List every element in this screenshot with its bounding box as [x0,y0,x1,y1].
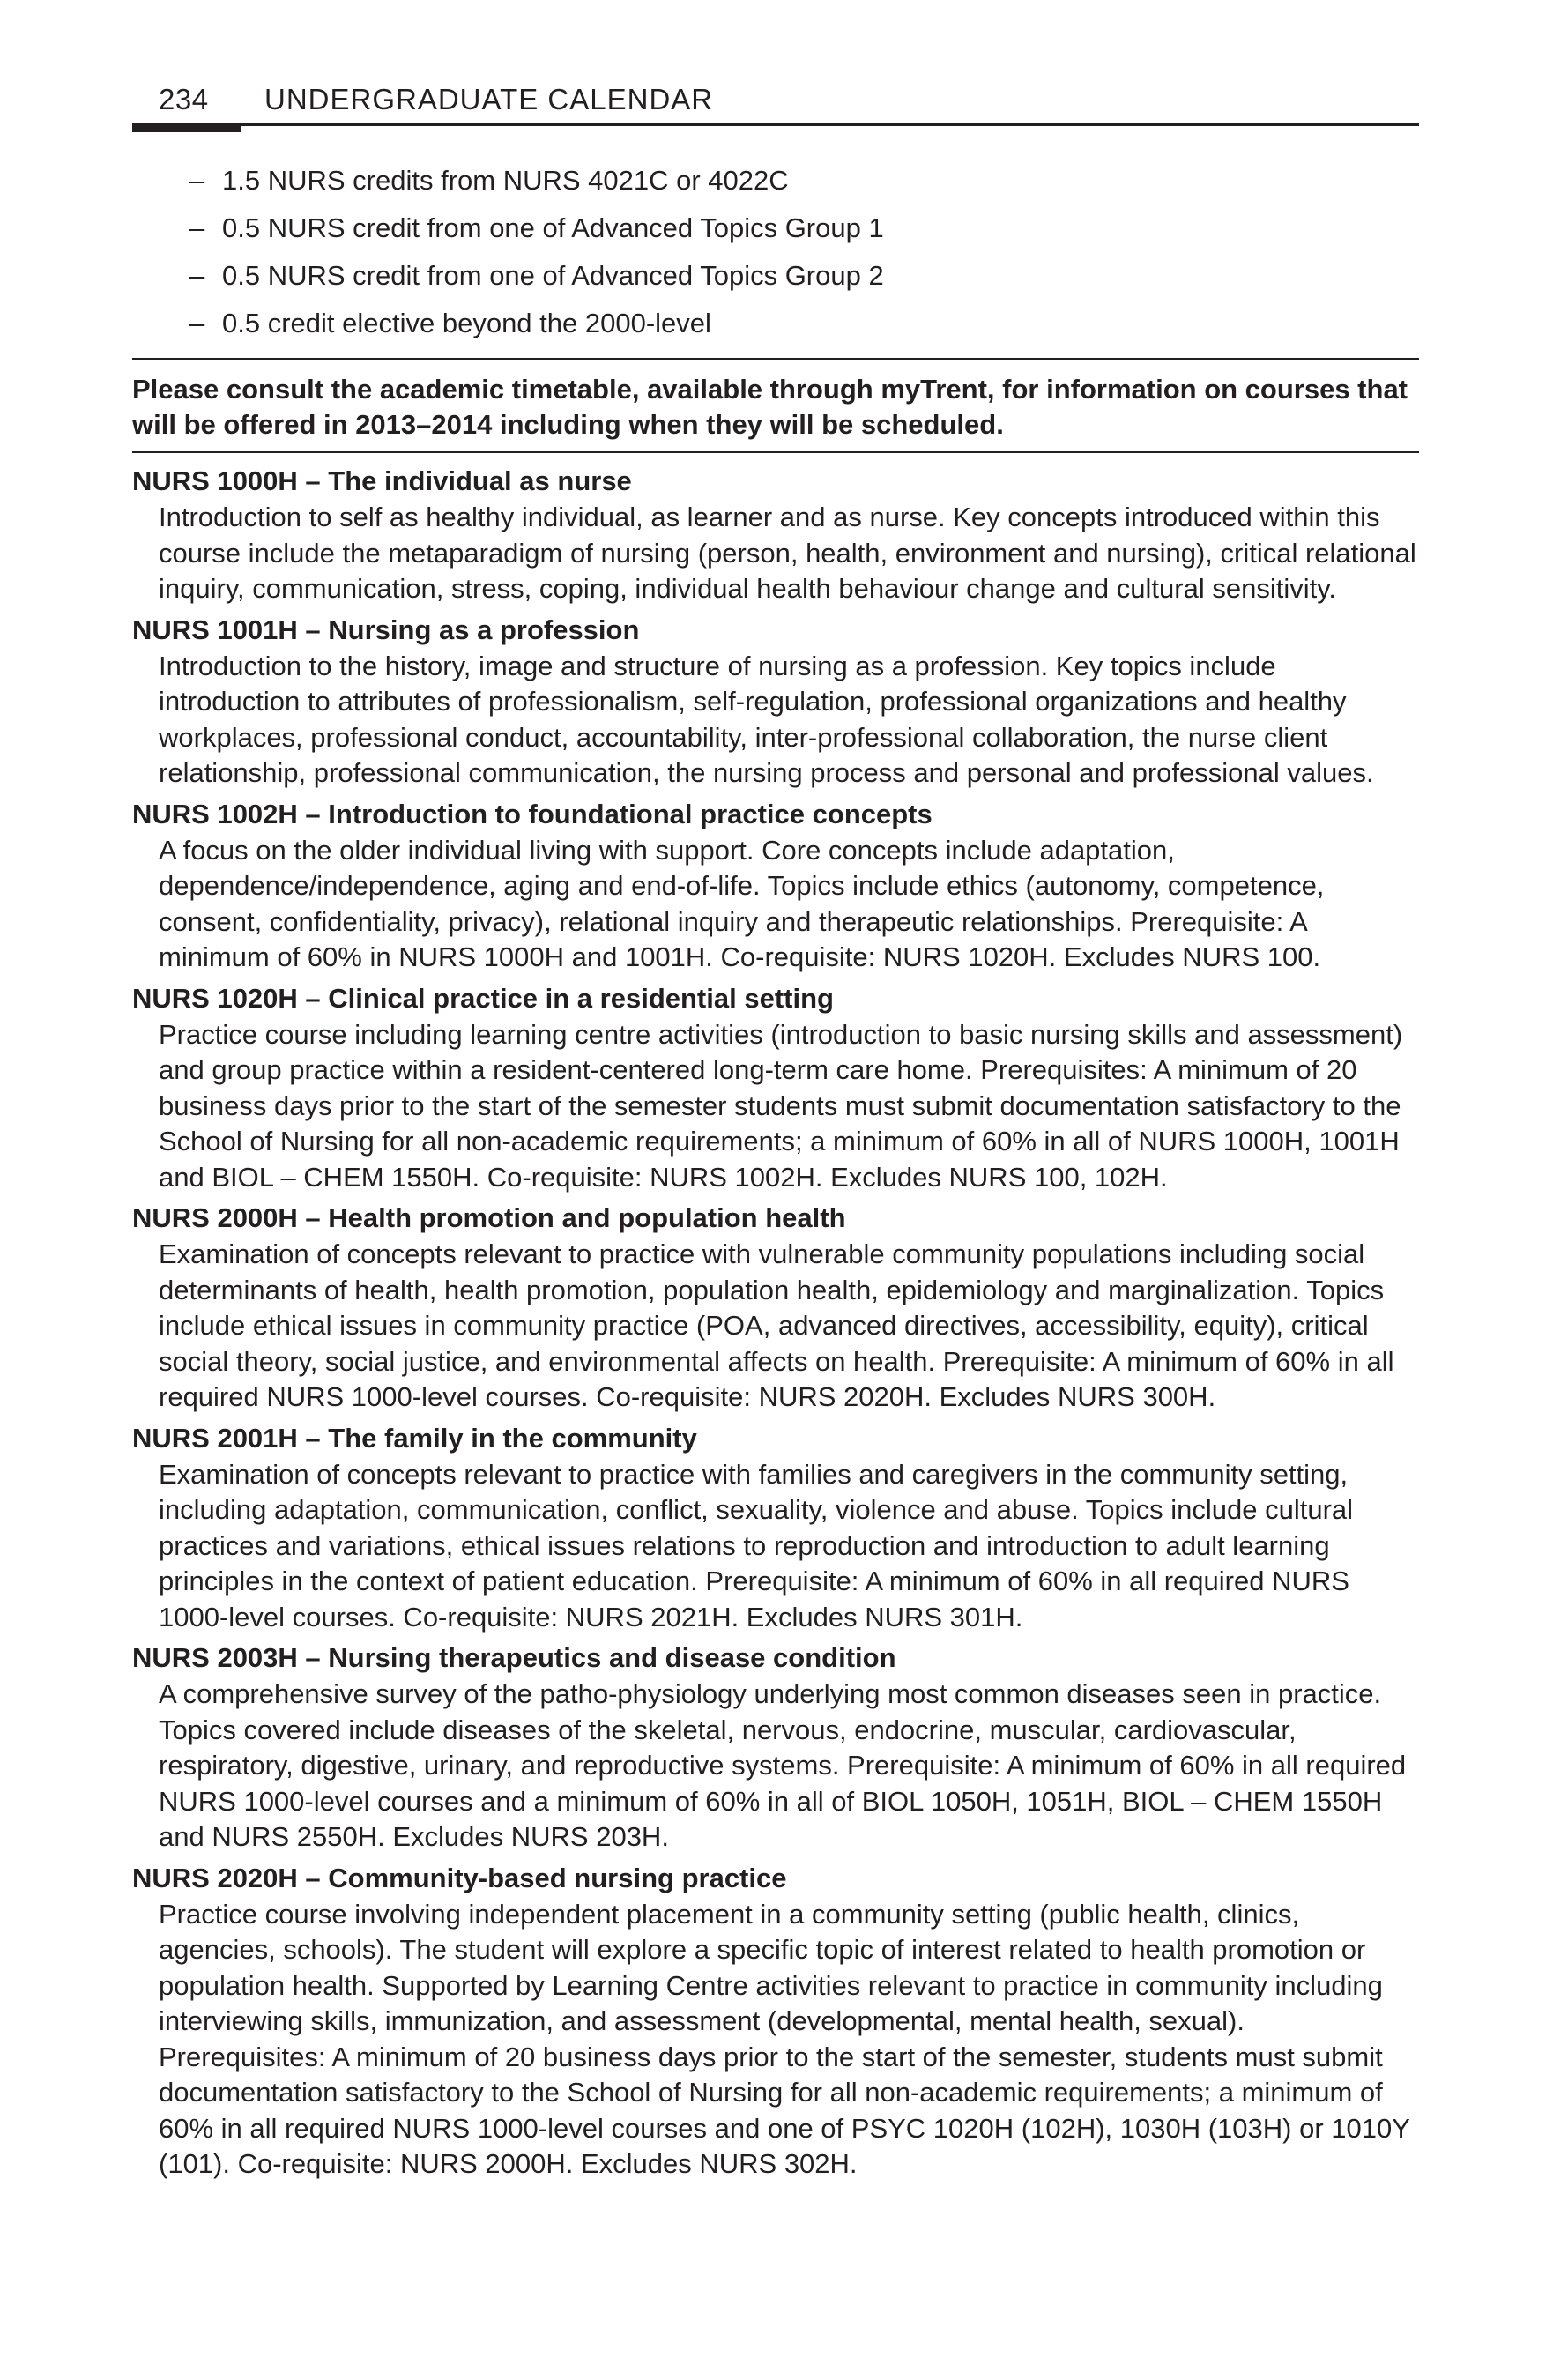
calendar-title: UNDERGRADUATE CALENDAR [264,83,714,115]
page-header [132,81,1419,134]
list-item [132,252,1419,300]
course-entry [132,613,1419,792]
list-item-text: 0.5 credit elective beyond the 2000-level [222,308,711,338]
course-description: Practice course involving independent placement in a community setting (public health, clinics, agencies, schools). The student will explore a specific topic of interest related to health promotion or population health. Supported by Learning Centre activities relevant to practice in community including interviewing skills, immunization, and assessment (developmental, mental health, sexual). Prerequisites: A minimum of 20 business days prior to the start of the semester, students must submit documentation satisfactory to the School of Nursing for all non-academic requirements; a minimum of 60% in all required NURS 1000-level courses and one of PSYC 1020H (102H), 1030H (103H) or 1010Y (101). Co-requisite: NURS 2000H. Excludes NURS 302H. [159,1898,1410,2179]
course-description: Examination of concepts relevant to practice with vulnerable community populations including social determinants of health, health promotion, population health, epidemiology and marginalization. Topics include ethical issues in community practice (POA, advanced directives, accessibility, equity), critical social theory, social justice, and environmental affects on health. Prerequisite: A minimum of 60% in all required NURS 1000-level courses. Co-requisite: NURS 2020H. Excludes NURS 300H. [159,1238,1394,1412]
course-title: NURS 2020H – Community-based nursing practice [132,1862,787,1893]
course-description: Examination of concepts relevant to practice with families and caregivers in the community setting, including adaptation, communication, conflict, sexuality, violence and abuse. Topics include cultural practices and variations, ethical issues relations to reproduction and introduction to adult learning principles in the context of patient education. Prerequisite: A minimum of 60% in all required NURS 1000-level courses. Co-requisite: NURS 2021H. Excludes NURS 301H. [159,1458,1354,1633]
course-description: A focus on the older individual living with support. Core concepts include adaptation, dependence/independence, aging and end-of-life. Topics include ethics (autonomy, competence, consent, confidentiality, privacy), relational inquiry and therapeutic relationships. Prerequisite: A minimum of 60% in NURS 1000H and 1001H. Co-requisite: NURS 1020H. Excludes NURS 100. [159,834,1325,972]
course-description: Introduction to self as healthy individual, as learner and as nurse. Key concepts introduced within this course include the metaparadigm of nursing (person, health, environment and nursing), critical relational inquiry, communication, stress, coping, individual health behaviour change and cultural sensitivity. [159,502,1416,604]
header-tab-bar [132,123,241,132]
course-description: Practice course including learning centre activities (introduction to basic nursing skills and assessment) and group practice within a resident-centered long-term care home. Prerequisites: A minimum of 20 business days prior to the start of the semester students must submit documentation satisfactory to the School of Nursing for all non-academic requirements; a minimum of 60% in all of NURS 1000H, 1001H and BIOL – CHEM 1550H. Co-requisite: NURS 1002H. Excludes NURS 100, 102H. [159,1018,1403,1193]
course-title: NURS 2003H – Nursing therapeutics and disease condition [132,1642,896,1673]
course-entry [132,1201,1419,1416]
course-entry [132,797,1419,976]
timetable-notice: Please consult the academic timetable, available through myTrent, for information on courses that will be offered in 2013–2014 including when they will be scheduled. [132,358,1419,453]
list-item-text: 0.5 NURS credit from one of Advanced Topics Group 1 [222,212,884,243]
list-item-text: 1.5 NURS credits from NURS 4021C or 4022C [222,165,789,196]
course-title: NURS 1000H – The individual as nurse [132,465,632,496]
course-title: NURS 1020H – Clinical practice in a residential setting [132,982,834,1014]
course-entry [132,1640,1419,1856]
course-entry [132,1421,1419,1636]
course-description: Introduction to the history, image and structure of nursing as a profession. Key topics include introduction to attributes of professionalism, self-regulation, professional organizations and healthy workplaces, professional conduct, accountability, inter-professional collaboration, the nurse client relationship, professional communication, the nursing process and personal and professional values. [159,650,1374,788]
header-rule [132,123,1419,126]
course-title: NURS 1002H – Introduction to foundational practice concepts [132,798,933,829]
course-entry [132,981,1419,1196]
list-item [132,300,1419,347]
credit-requirements-list [132,157,1419,347]
list-item-text: 0.5 NURS credit from one of Advanced Topics Group 2 [222,260,884,291]
dash-marker: – [189,165,205,196]
course-entry [132,1861,1419,2183]
course-title: NURS 2001H – The family in the community [132,1422,697,1454]
course-description: A comprehensive survey of the patho-physiology underlying most common diseases seen in practice. Topics covered include diseases of the skeletal, nervous, endocrine, muscular, cardiovascular, respiratory, digestive, urinary, and reproductive systems. Prerequisite: A minimum of 60% in all required NURS 1000-level courses and a minimum of 60% in all of BIOL 1050H, 1051H, BIOL – CHEM 1550H and NURS 2550H. Excludes NURS 203H. [159,1678,1407,1852]
list-item [132,205,1419,252]
course-title: NURS 1001H – Nursing as a profession [132,614,640,645]
course-entry [132,464,1419,607]
course-list [132,464,1419,2188]
course-title: NURS 2000H – Health promotion and population health [132,1202,846,1233]
page-number: 234 [159,83,209,115]
dash-marker: – [189,308,205,338]
dash-marker: – [189,212,205,243]
dash-marker: – [189,260,205,291]
list-item [132,157,1419,205]
